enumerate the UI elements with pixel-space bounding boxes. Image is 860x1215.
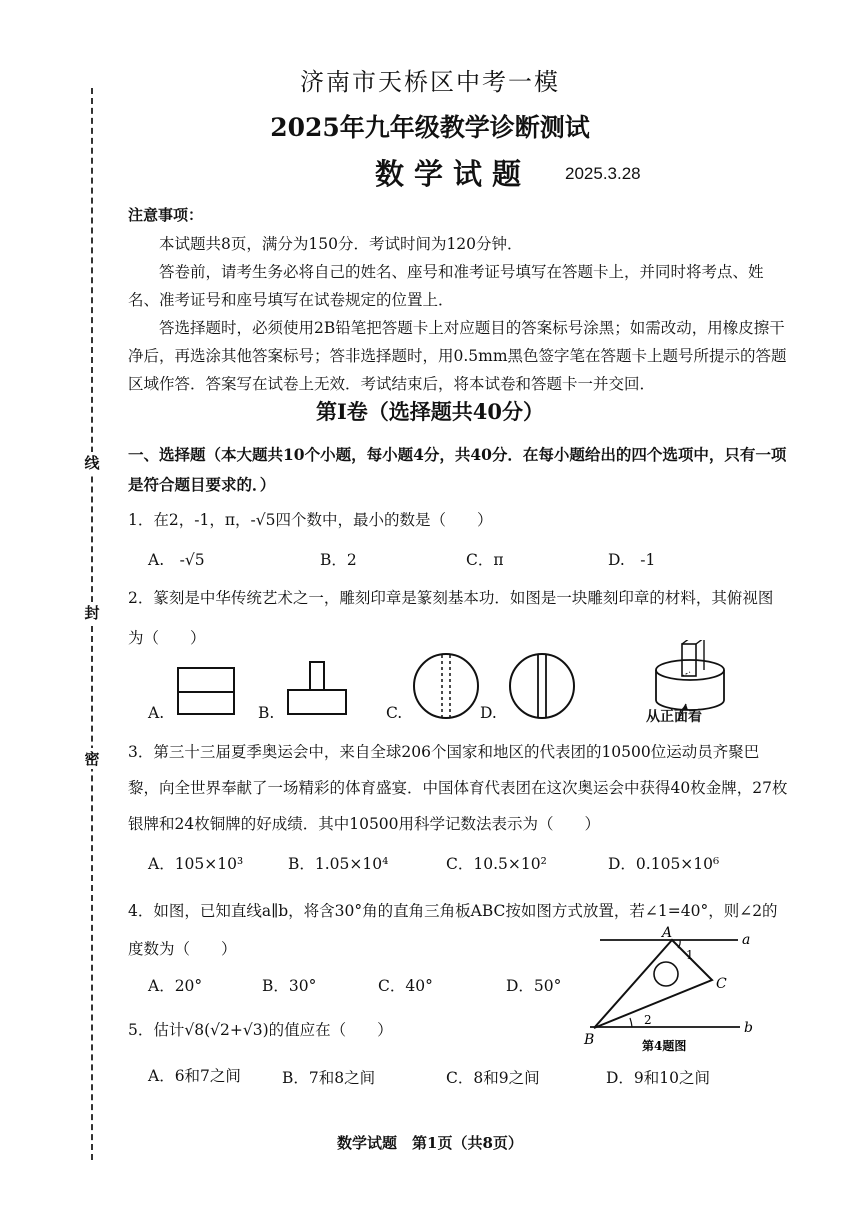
q4-option-a: A．20° xyxy=(148,977,203,995)
label-line-a: a xyxy=(742,932,751,948)
notice-paragraph-1: 本试题共8页，满分为150分．考试时间为120分钟． xyxy=(159,235,523,253)
q1-option-d: D. -1 xyxy=(608,551,656,569)
binding-char-line: 线 xyxy=(84,454,100,472)
q2-view-label: 从正面看 xyxy=(646,709,702,725)
q2-option-b: B. xyxy=(258,704,275,722)
notice-heading: 注意事项： xyxy=(128,206,204,224)
q2-option-d: D. xyxy=(480,704,497,722)
exam-region-title: 济南市天桥区中考一模 xyxy=(300,68,560,96)
question-4-stem: 4．如图，已知直线a∥b，将含30°角的直角三角板ABC按如图方式放置，若∠1=40°，则∠2的度数为（ ） xyxy=(128,902,778,958)
section-title: 第I卷（选择题共40分） xyxy=(315,399,545,424)
label-point-b: B xyxy=(584,1032,595,1048)
question-1-stem: 1．在2，-1，π，-√5四个数中，最小的数是（ ） xyxy=(128,511,493,529)
q3-option-c: C．10.5×10² xyxy=(446,855,547,873)
figure-4-caption: 第4题图 xyxy=(642,1039,687,1053)
q2-option-c: C. xyxy=(386,704,403,722)
q3-option-a: A．105×10³ xyxy=(148,855,244,873)
q4-option-d: D．50° xyxy=(506,977,562,995)
question-5-stem: 5．估计√8(√2+√3)的值应在（ ） xyxy=(128,1021,393,1039)
q3-option-d: D．0.105×10⁶ xyxy=(608,855,720,873)
q4-option-c: C．40° xyxy=(378,977,433,995)
q2-figure-c xyxy=(414,654,478,718)
question-2-stem: 2．篆刻是中华传统艺术之一，雕刻印章是篆刻基本功．如图是一块雕刻印章的材料，其俯视图为（ ） xyxy=(128,589,774,647)
page-footer: 数学试题 第1页（共8页） xyxy=(337,1134,523,1152)
q2-figure-d xyxy=(510,654,574,718)
label-line-b: b xyxy=(744,1020,753,1036)
q5-option-b: B．7和8之间 xyxy=(282,1069,376,1087)
subject-title: 数学试题 xyxy=(375,157,532,191)
label-angle-2: 2 xyxy=(644,1013,652,1027)
q2-figure-a xyxy=(178,668,234,714)
q3-option-b: B．1.05×10⁴ xyxy=(288,855,389,873)
exam-title: 2025年九年级教学诊断测试 xyxy=(270,113,590,142)
q2-option-a: A. xyxy=(148,704,165,722)
q1-option-b: B．2 xyxy=(320,551,357,569)
q1-option-c: C．π xyxy=(466,551,504,569)
q5-option-d: D．9和10之间 xyxy=(606,1069,711,1087)
question-3-stem: 3．第三十三届夏季奥运会中，来自全球206个国家和地区的代表团的10500位运动员齐聚巴黎，向全世界奉献了一场精彩的体育盛宴．中国体育代表团在这次奥运会中获得40枚金牌，27枚银牌和24枚铜牌的好成绩．其中10500用科学记数法表示为（ ） xyxy=(128,743,788,833)
q4-option-b: B．30° xyxy=(262,977,317,995)
exam-date: 2025.3.28 xyxy=(565,164,641,183)
part-instructions: 一、选择题（本大题共10个小题，每小题4分，共40分．在每小题给出的四个选项中，只有一项是符合题目要求的．） xyxy=(128,445,787,494)
notice-paragraph-3: 答选择题时，必须使用2B铅笔把答题卡上对应题目的答案标号涂黑；如需改动，用橡皮擦干净后，再选涂其他答案标号；答非选择题时，用0.5mm黑色签字笔在答题卡上题号所提示的答题区域作答．答案写在试卷上无效．考试结束后，将本试卷和答题卡一并交回． xyxy=(128,319,787,393)
q5-option-a: A．6和7之间 xyxy=(148,1067,241,1085)
label-angle-1: 1 xyxy=(686,948,694,962)
triangle-hole xyxy=(654,962,678,986)
binding-dashed-line xyxy=(91,88,93,1160)
label-point-a: A xyxy=(662,925,673,941)
q5-option-c: C．8和9之间 xyxy=(446,1069,540,1087)
binding-char-secret: 密 xyxy=(84,750,100,768)
notice-paragraph-2: 答卷前，请考生务必将自己的姓名、座号和准考证号填写在答题卡上，并同时将考点、姓名、准考证号和座号填写在试卷规定的位置上． xyxy=(128,263,764,309)
binding-char-seal: 封 xyxy=(84,604,100,622)
label-point-c: C xyxy=(716,976,727,992)
q2-figure-b xyxy=(288,662,346,714)
q1-option-a: A. -√5 xyxy=(148,551,205,569)
